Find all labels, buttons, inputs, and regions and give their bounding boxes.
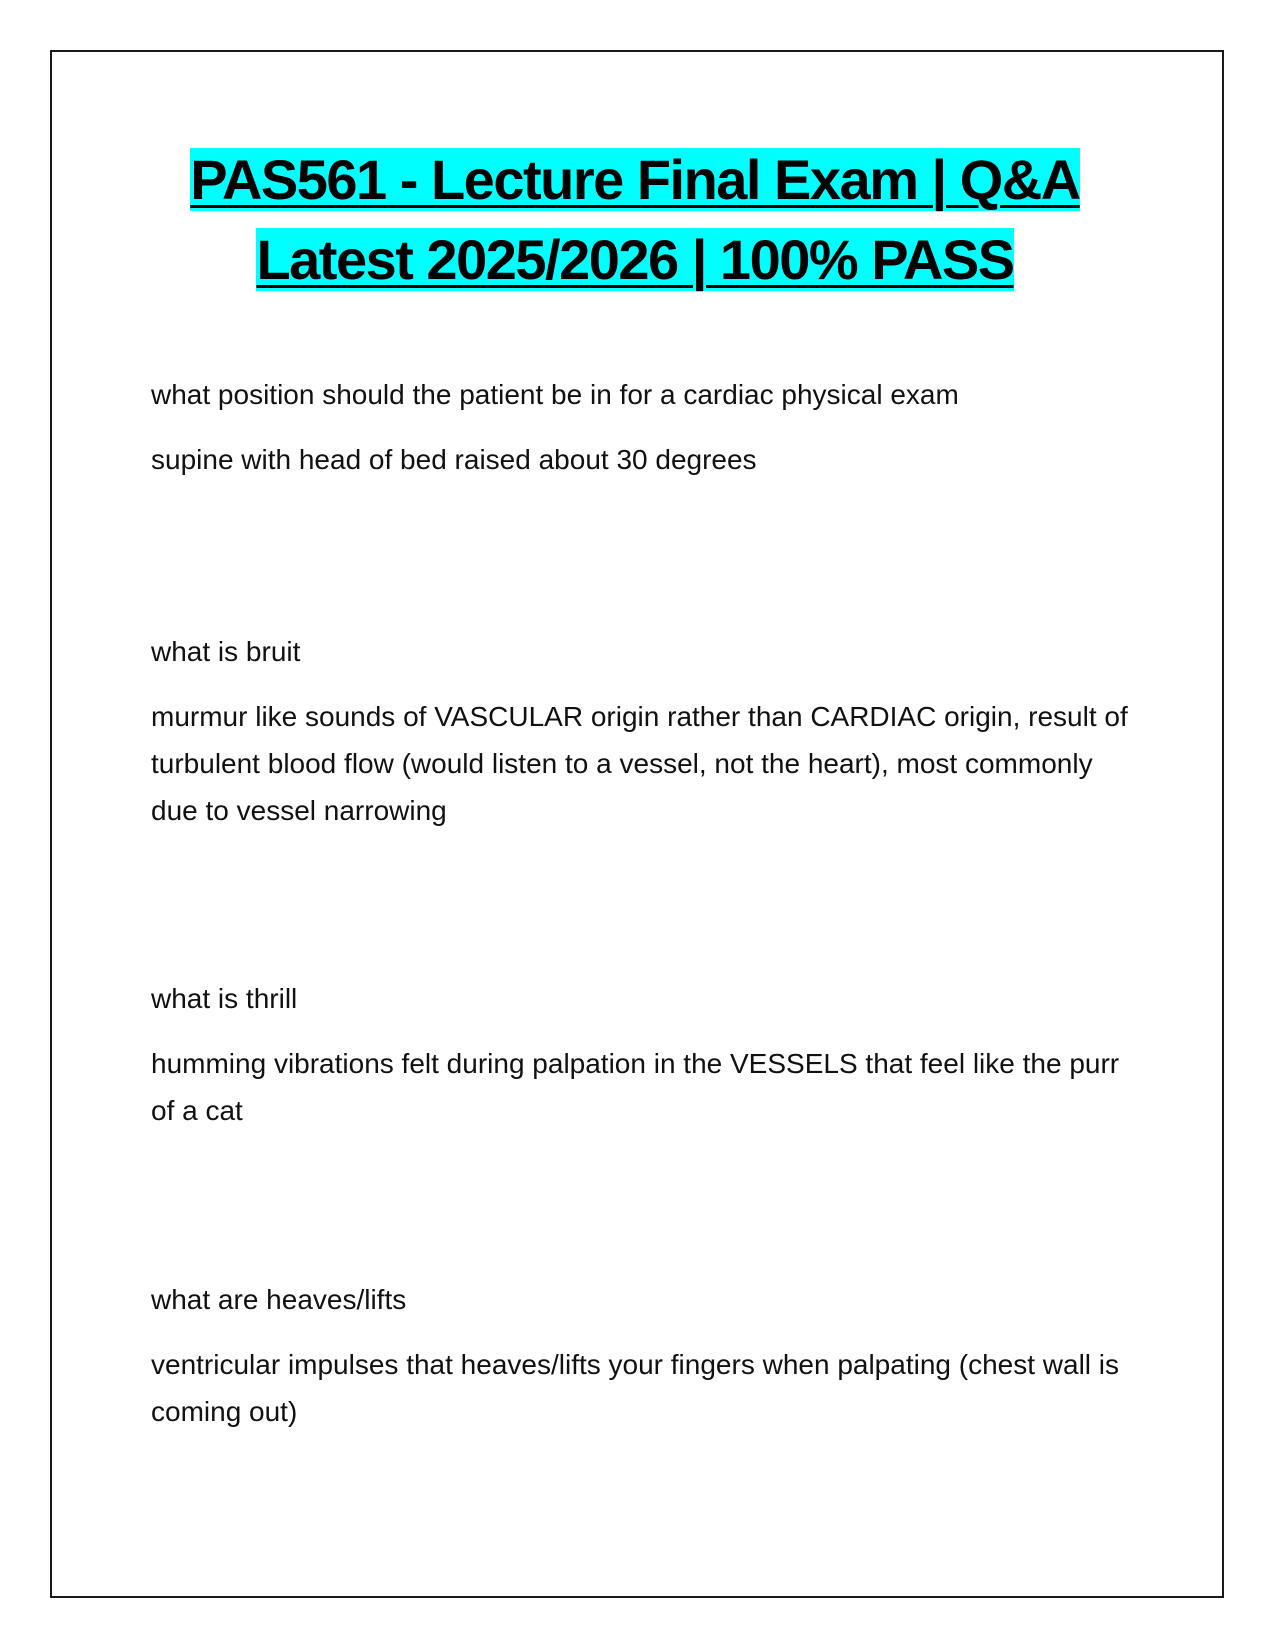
title-line-2: Latest 2025/2026 | 100% PASS <box>256 228 1014 291</box>
answer-4: ventricular impulses that heaves/lifts your fingers when palpating (chest wall is coming out) <box>151 1349 1120 1427</box>
answer-3: humming vibrations felt during palpation in the VESSELS that feel like the purr of a cat <box>151 1048 1120 1126</box>
question-3: what is thrill <box>151 983 298 1014</box>
question-2: what is bruit <box>151 636 301 667</box>
document-title <box>60 140 1210 300</box>
title-line-1: PAS561 - Lecture Final Exam | Q&A <box>190 148 1080 211</box>
question-1: what position should the patient be in for a cardiac physical exam <box>151 379 959 410</box>
question-4: what are heaves/lifts <box>151 1284 407 1315</box>
answer-1: supine with head of bed raised about 30 degrees <box>151 444 757 475</box>
answer-2: murmur like sounds of VASCULAR origin rather than CARDIAC origin, result of turbulent blood flow (would listen to a vessel, not the heart), most commonly due to vessel narrowing <box>151 701 1128 826</box>
